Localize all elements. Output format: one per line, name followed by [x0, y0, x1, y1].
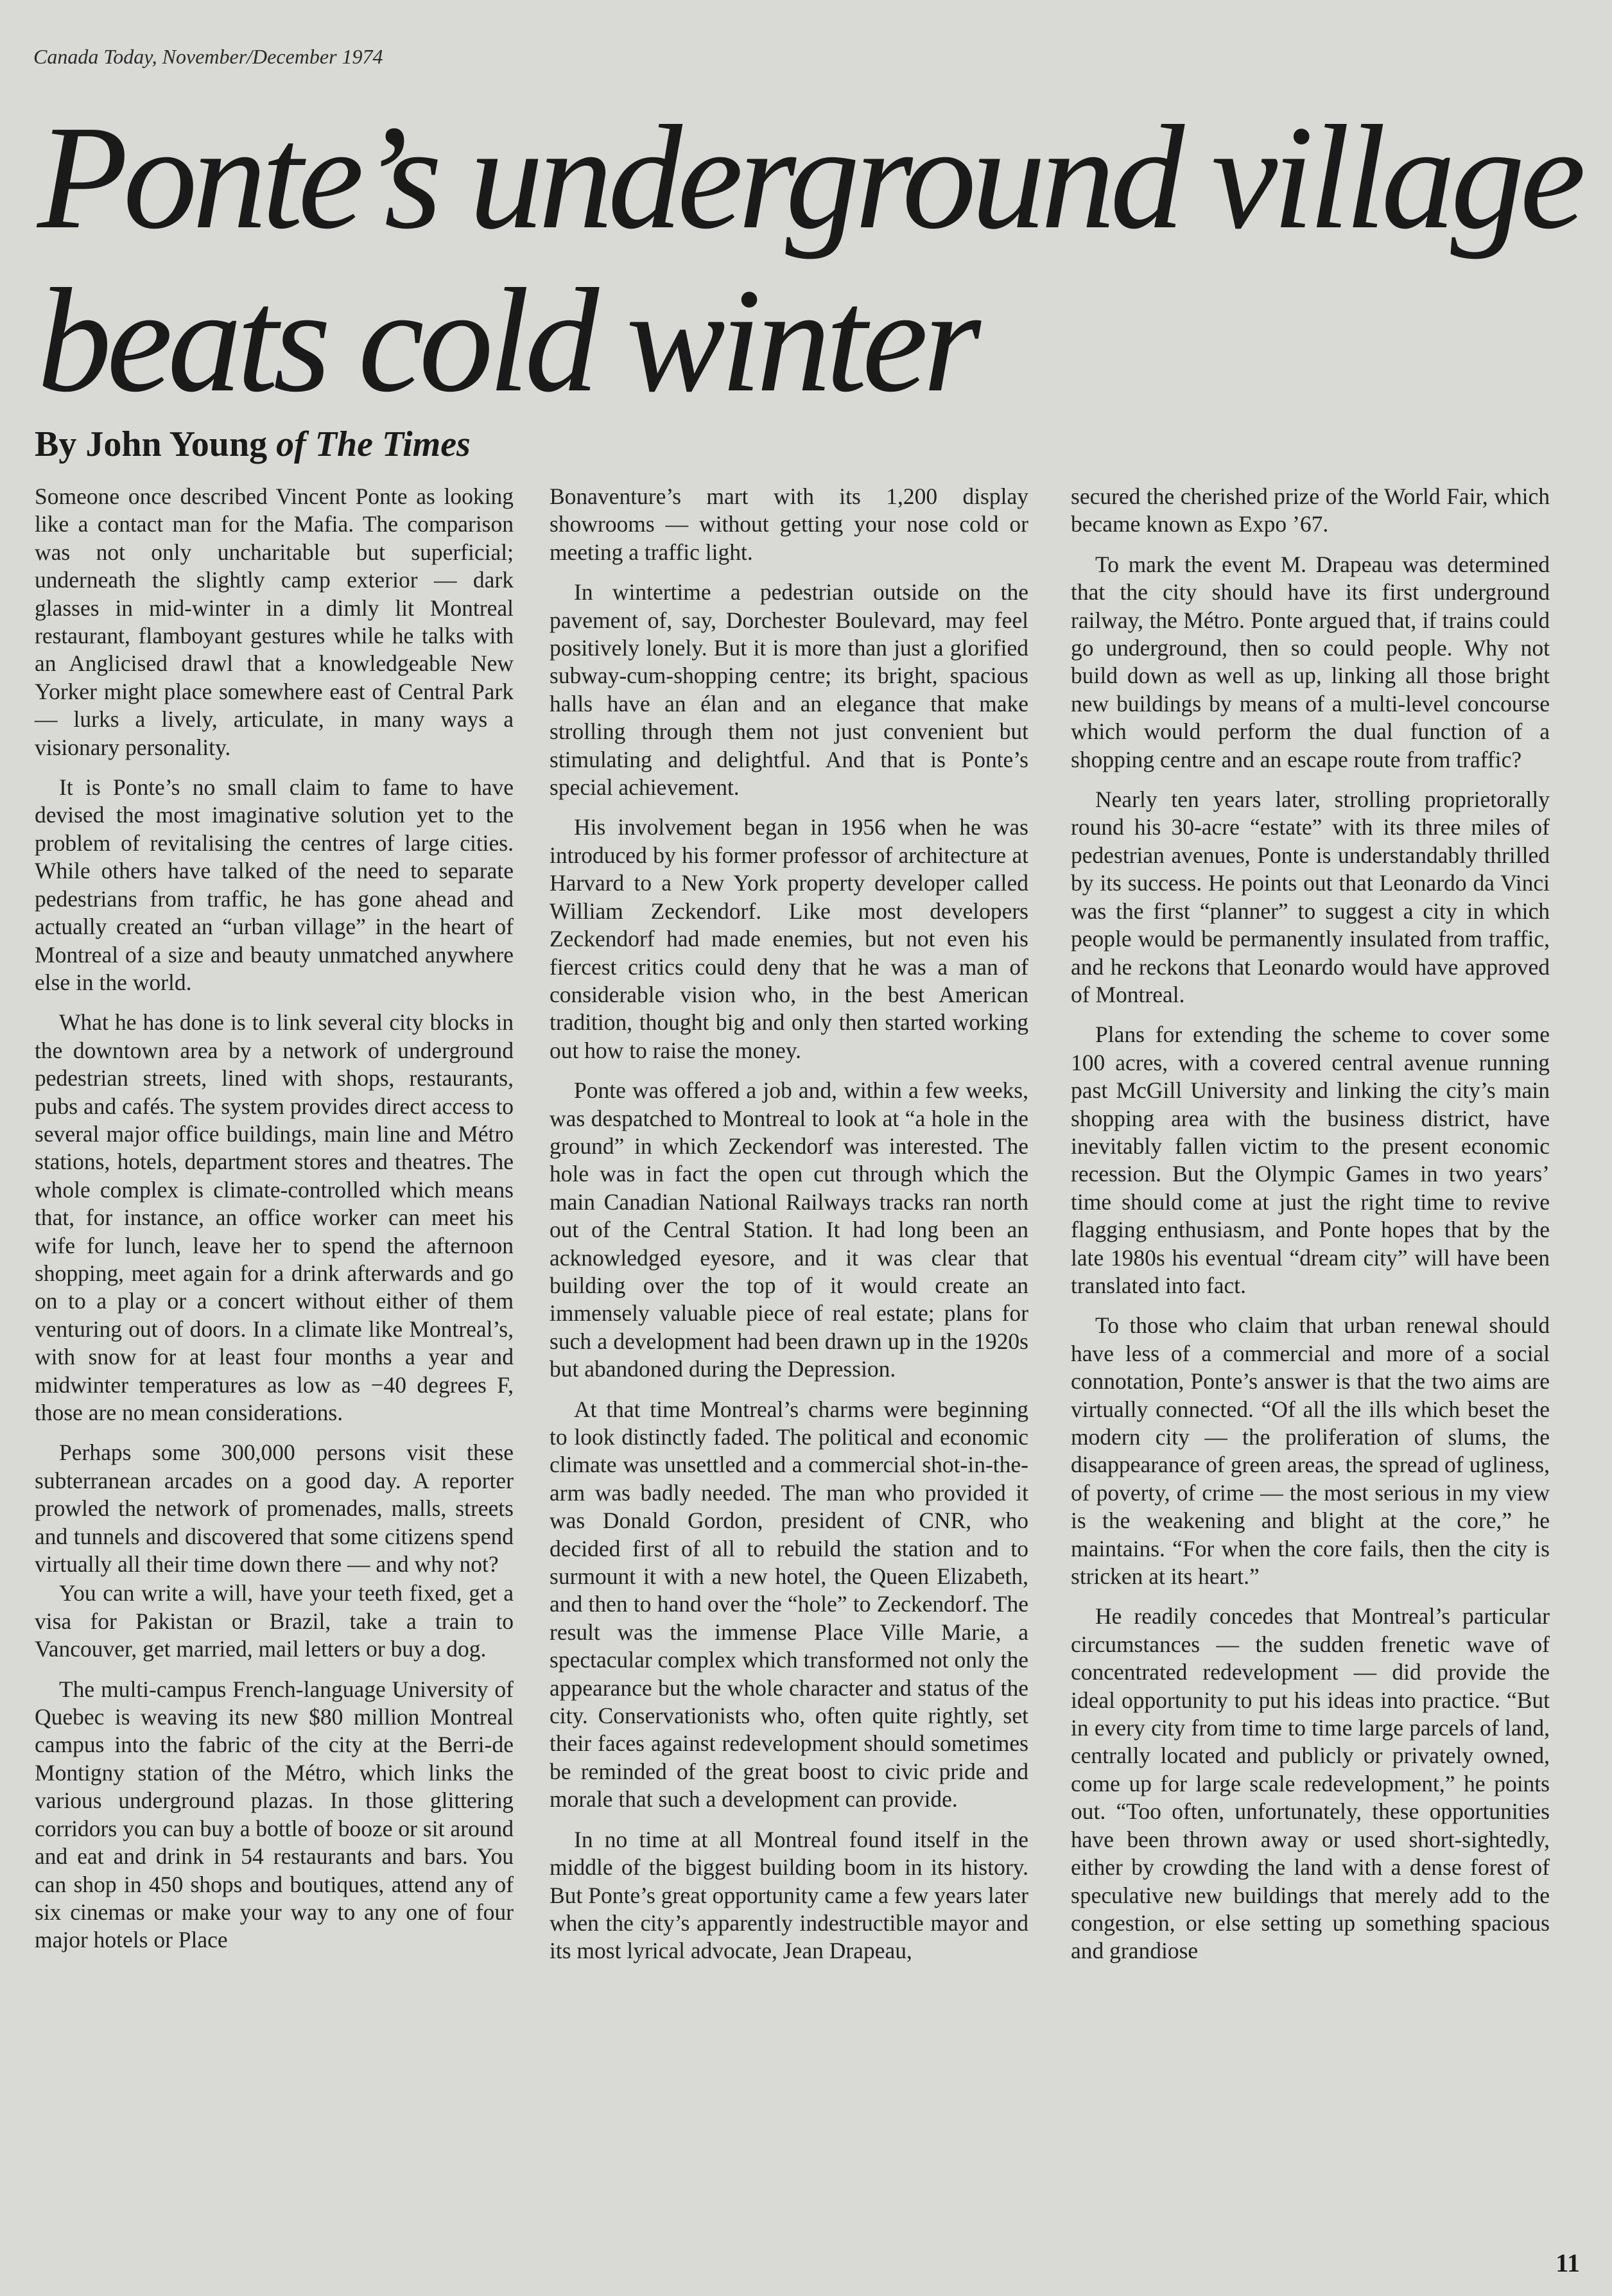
- running-head: Canada Today, November/December 1974: [33, 45, 383, 68]
- paragraph: Ponte was offered a job and, within a few weeks, was despatched to Montreal to look at “a hole in the ground” in which Zeckendorf was interested. The hole was in fact the open cut through which the main Canadian National Railways tracks ran north out of the Central Station. It had long been an acknowledged eyesore, and it was clear that building over the top of it would create an immensely valuable piece of real estate; plans for such a development had been drawn up in the 1920s but abandoned during the Depression.: [550, 1077, 1028, 1382]
- byline: [35, 424, 471, 465]
- paragraph: To mark the event M. Drapeau was determined that the city should have its first underground railway, the Métro. Ponte argued that, if trains could go underground, then so could people. Why not build down as well as up, linking all those bright new buildings by means of a multi-level concourse which would perform the dual function of a shopping centre and an escape route from traffic?: [1071, 551, 1550, 772]
- paragraph: In no time at all Montreal found itself in the middle of the biggest building boom in its history. But Ponte’s great opportunity came a few years later when the city’s apparently indestructible mayor and its most lyrical advocate, Jean Drapeau,: [550, 1826, 1028, 1964]
- paragraph: It is Ponte’s no small claim to fame to have devised the most imaginative solution yet to the problem of revitalising the centres of large cities. While others have talked of the need to separate pedestrians from traffic, he has gone ahead and actually created an “urban village” in the heart of Montreal of a size and beauty unmatched anywhere else in the world.: [35, 774, 514, 995]
- article-column-1: [35, 483, 514, 1967]
- paragraph: secured the cherished prize of the World Fair, which became known as Expo ’67.: [1071, 483, 1550, 537]
- headline: Ponte’s underground village beats cold winter: [37, 95, 1581, 423]
- paragraph: The multi-campus French-language University of Quebec is weaving its new $80 million Montreal campus into the fabric of the city at the Berri-de Montigny station of the Métro, which links the various underground plazas. In those glittering corridors you can buy a bottle of booze or sit around and eat and drink in 54 restaurants and bars. You can shop in 450 shops and boutiques, attend any of six cinemas or make your way to any one of four major hotels or Place: [35, 1676, 514, 1953]
- paragraph: In wintertime a pedestrian outside on the pavement of, say, Dorchester Boulevard, may feel positively lonely. But it is more than just a glorified subway-cum-shopping centre; its bright, spacious halls have an élan and an elegance that make strolling through them not just convenient but stimulating and delightful. And that is Ponte’s special achievement.: [550, 579, 1028, 801]
- paragraph: Perhaps some 300,000 persons visit these subterranean arcades on a good day. A reporter prowled the network of promenades, malls, streets and tunnels and discovered that some citizens spend virtually all their time down there — and why not?: [35, 1439, 514, 1578]
- paragraph: Nearly ten years later, strolling proprietorally round his 30-acre “estate” with its three miles of pedestrian avenues, Ponte is understandably thrilled by its success. He points out that Leonardo da Vinci was the first “planner” to suggest a city in which people would be permanently insulated from traffic, and he reckons that Leonardo would have approved of Montreal.: [1071, 787, 1550, 1007]
- paragraph: He readily concedes that Montreal’s particular circumstances — the sudden frenetic wave of concentrated redevelopment — did provide the ideal opportunity to put his ideas into practice. “But in every city from time to time large parcels of land, centrally located and publicly or privately owned, come up for large scale redevelopment,” he points out. “Too often, unfortunately, these opportunities have been thrown away or used short-sightedly, either by crowding the land with a dense forest of speculative new buildings that merely add to the congestion, or else setting up something spacious and grandiose: [1071, 1603, 1550, 1964]
- paragraph: Plans for extending the scheme to cover some 100 acres, with a covered central avenue running past McGill University and linking the city’s main shopping area with the business district, have inevitably fallen victim to the present economic recession. But the Olympic Games in two years’ time should come at just the right time to revive flagging enthusiasm, and Ponte hopes that by the late 1980s his eventual “dream city” will have been translated into fact.: [1071, 1022, 1550, 1298]
- paragraph: You can write a will, have your teeth fixed, get a visa for Pakistan or Brazil, take a train to Vancouver, get married, mail letters or buy a dog.: [35, 1580, 514, 1662]
- paragraph: His involvement began in 1956 when he was introduced by his former professor of architecture at Harvard to a New York property developer called William Zeckendorf. Like most developers Zeckendorf had made enemies, but not even his fiercest critics could deny that he was a man of considerable vision who, in the best American tradition, thought big and only then started working out how to raise the money.: [550, 814, 1028, 1063]
- byline-publication: of The Times: [276, 424, 471, 464]
- article-column-3: [1071, 483, 1550, 1978]
- paragraph: Someone once described Vincent Ponte as looking like a contact man for the Mafia. The comparison was not only uncharitable but superficial; underneath the slightly camp exterior — dark glasses in mid-winter in a dimly lit Montreal restaurant, flamboyant gestures while he talks with an Anglicised drawl that a knowledgeable New Yorker might place somewhere east of Central Park — lurks a lively, articulate, in many ways a visionary personality.: [35, 483, 514, 760]
- byline-author: By John Young: [35, 424, 268, 464]
- paragraph: Bonaventure’s mart with its 1,200 display showrooms — without getting your nose cold or meeting a traffic light.: [550, 483, 1028, 565]
- paragraph: At that time Montreal’s charms were beginning to look distinctly faded. The political and economic climate was unsettled and a commercial shot-in-the-arm was badly needed. The man who provided it was Donald Gordon, president of CNR, who decided first of all to rebuild the station and to surmount it with a new hotel, the Queen Elizabeth, and then to hand over the “hole” to Zeckendorf. The result was the immense Place Ville Marie, a spectacular complex which transformed not only the appearance but the whole character and status of the city. Conservationists who, often quite rightly, set their faces against redevelopment should sometimes be reminded of the great boost to civic pride and morale that such a development can provide.: [550, 1396, 1028, 1813]
- paragraph: What he has done is to link several city blocks in the downtown area by a network of underground pedestrian streets, lined with shops, restaurants, pubs and cafés. The system provides direct access to several major office buildings, main line and Métro stations, hotels, department stores and theatres. The whole complex is climate-controlled which means that, for instance, an office worker can meet his wife for lunch, leave her to spend the afternoon shopping, meet again for a drink afterwards and go on to a play or a concert without either of them venturing out of doors. In a climate like Montreal’s, with snow for at least four months a year and midwinter temperatures as low as −40 degrees F, those are no mean considerations.: [35, 1009, 514, 1425]
- article-column-2: [550, 483, 1028, 1978]
- paragraph: To those who claim that urban renewal should have less of a commercial and more of a social connotation, Ponte’s answer is that the two aims are virtually connected. “Of all the ills which beset the modern city — the proliferation of slums, the disappearance of green areas, the spread of ugliness, of poverty, of crime — the most serious in my view is the weakening and blight at the core,” he maintains. “For when the core fails, then the city is stricken at its heart.”: [1071, 1312, 1550, 1590]
- page-number: 11: [1556, 2248, 1580, 2277]
